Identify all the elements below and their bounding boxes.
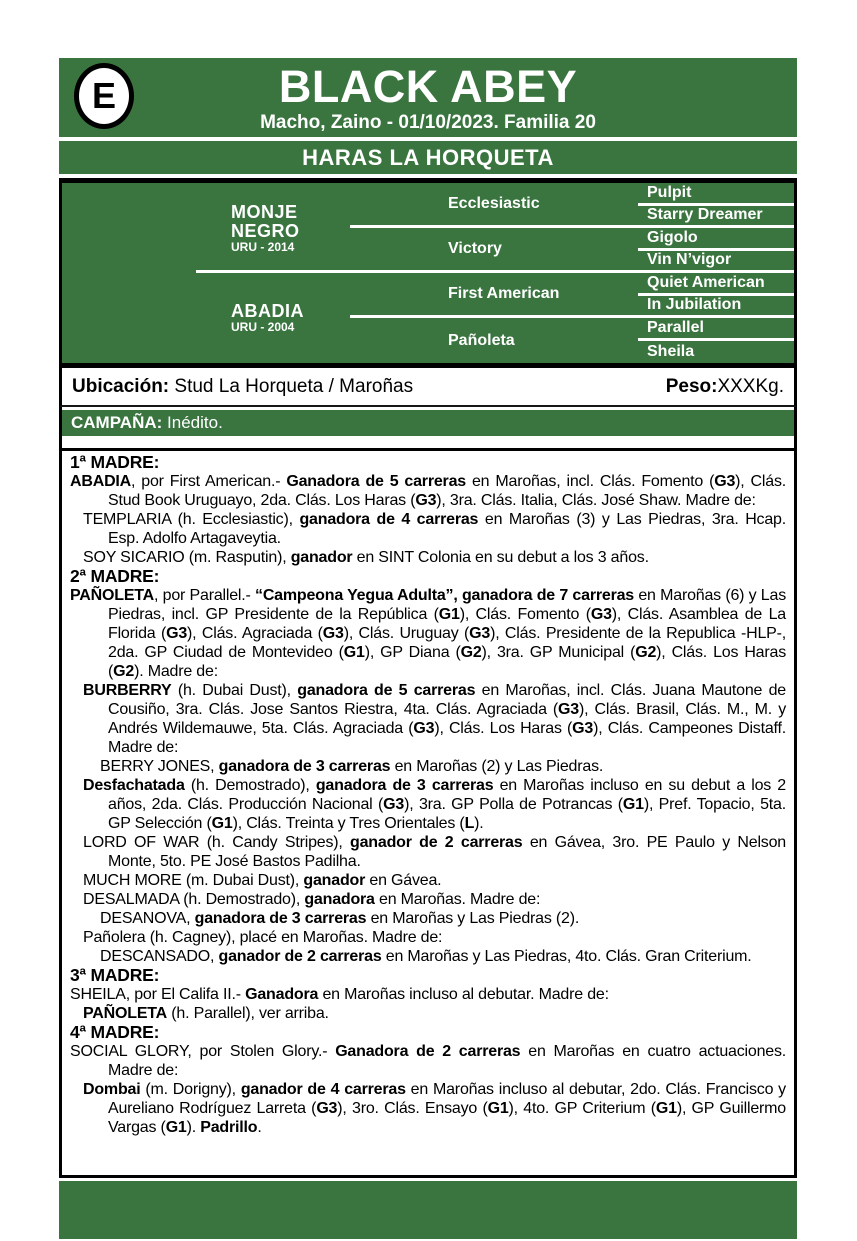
pedigree-gen3-name: In Jubilation <box>638 296 794 319</box>
madre-heading: 4ª MADRE: <box>70 1022 160 1042</box>
pedigree-gen3-name: Quiet American <box>638 273 794 296</box>
pedigree-table <box>59 178 797 368</box>
haras-banner: HARAS LA HORQUETA <box>59 141 797 174</box>
entry-letter-badge <box>74 63 134 129</box>
footer-bar <box>59 1181 797 1239</box>
family-paragraph: DESCANSADO, ganador de 2 carreras en Maroñas y Las Piedras, 4to. Clás. Gran Criterium. <box>100 948 752 965</box>
pedigree-gen1-origin: URU - 2004 <box>231 320 295 334</box>
family-paragraph: DESALMADA (h. Demostrado), ganadora en Maroñas. Madre de: <box>83 891 541 908</box>
family-paragraph: SOCIAL GLORY, por Stolen Glory.- Ganadora de 2 carreras en Maroñas en cuatro actuaciones. Madre de: <box>70 1043 787 1079</box>
madre-heading: 1ª MADRE: <box>70 452 160 472</box>
family-paragraph: Desfachatada (h. Demostrado), ganadora de 3 carreras en Maroñas incluso en su debut a los 2 años, 2da. Clás. Producción Nacional (G3), 3ra. GP Polla de Potrancas (G1), Pref. Topacio, 5ta. GP Selección (G1), Clás. Treinta y Tres Orientales (L). <box>83 777 786 832</box>
family-sections <box>59 448 797 1178</box>
pedigree-gen3-name: Pulpit <box>638 183 794 206</box>
header <box>59 58 797 137</box>
pedigree-gen3-name: Starry Dreamer <box>638 206 794 229</box>
pedigree-gen1-name: ABADIA <box>231 301 304 321</box>
pedigree-gen2-name: First American <box>350 273 638 318</box>
family-paragraph: BERRY JONES, ganadora de 3 carreras en Maroñas (2) y Las Piedras. <box>100 758 604 775</box>
location-row <box>59 368 797 407</box>
pedigree-gen2-name: Ecclesiastic <box>350 183 638 228</box>
horse-name: BLACK ABEY <box>278 61 578 112</box>
family-paragraph: MUCH MORE (m. Dubai Dust), ganador en Gávea. <box>83 872 442 889</box>
pedigree-gen1-origin: URU - 2014 <box>231 239 295 254</box>
pedigree-gen3-name: Sheila <box>647 342 695 360</box>
pedigree-gen1-name: MONJE NEGRO <box>231 201 300 241</box>
location <box>72 376 413 398</box>
separator <box>59 436 797 448</box>
family-paragraph: DESANOVA, ganadora de 3 carreras en Maroñas y Las Piedras (2). <box>100 910 580 927</box>
pedigree-gen3-name: Vin N’vigor <box>638 251 794 274</box>
weight <box>666 376 784 398</box>
campaign-value: Inédito. <box>167 413 223 432</box>
pedigree-gen2-name: Pañoleta <box>448 331 515 349</box>
madre-heading: 3ª MADRE: <box>70 965 160 985</box>
pedigree-dam <box>62 273 350 363</box>
family-paragraph: Pañolera (h. Cagney), placé en Maroñas. Madre de: <box>83 929 443 946</box>
horse-details: Macho, Zaino - 01/10/2023. Familia 20 <box>260 112 596 133</box>
location-value: Stud La Horqueta / Maroñas <box>174 375 414 397</box>
family-paragraph: BURBERRY (h. Dubai Dust), ganadora de 5 carreras en Maroñas, incl. Clás. Juana Mautone de Cousiño, 3ra. Clás. Jose Santos Riestra, 4ta. Clás. Agraciada (G3), Clás. Brasil, Clás. M., M. y Andrés Wildemauwe, 5ta. Clás. Agraciada (G3), Clás. Los Haras (G3), Clás. Campeones Distaff. Madre de: <box>83 682 786 756</box>
family-paragraph: PAÑOLETA (h. Parallel), ver arriba. <box>83 1005 329 1022</box>
campaign-section <box>59 407 797 436</box>
campaign-band <box>62 410 794 436</box>
pedigree-gen3-name: Gigolo <box>638 228 794 251</box>
family-paragraph: TEMPLARIA (h. Ecclesiastic), ganadora de 4 carreras en Maroñas (3) y Las Piedras, 3ra. Hcap. Esp. Adolfo Artagaveytia. <box>83 511 786 547</box>
weight-label: Peso: <box>665 375 718 397</box>
pedigree-gen2-name: Victory <box>350 228 638 273</box>
campaign-label: CAMPAÑA: <box>71 413 163 432</box>
family-paragraph: SOY SICARIO (m. Rasputin), ganador en SINT Colonia en su debut a los 3 años. <box>83 549 649 566</box>
family-paragraph: SHEILA, por El Califa II.- Ganadora en Maroñas incluso al debutar. Madre de: <box>70 986 609 1003</box>
madre-heading: 2ª MADRE: <box>70 566 160 586</box>
location-label: Ubicación: <box>72 375 170 397</box>
pedigree-sire <box>62 183 350 273</box>
family-paragraph: LORD OF WAR (h. Candy Stripes), ganador de 2 carreras en Gávea, 3ro. PE Paulo y Nelson Monte, 5to. PE José Bastos Padilha. <box>83 834 787 870</box>
family-paragraph: Dombai (m. Dorigny), ganador de 4 carreras en Maroñas incluso al debutar, 2do. Clás. Francisco y Aureliano Rodríguez Larreta (G3), 3ro. Clás. Ensayo (G1), 4to. GP Criterium (G1), GP Guillermo Vargas (G1). Padrillo. <box>83 1081 786 1136</box>
weight-value: XXXKg. <box>717 375 784 397</box>
family-paragraph: PAÑOLETA, por Parallel.- “Campeona Yegua Adulta”, ganadora de 7 carreras en Maroñas (6) y Las Piedras, incl. GP Presidente de la República (G1), Clás. Fomento (G3), Clás. Asamblea de La Florida (G3), Clás. Agraciada (G3), Clás. Uruguay (G3), Clás. Presidente de la Republica -HLP-, 2da. GP Ciudad de Montevideo (G1), GP Diana (G2), 3ra. GP Municipal (G2), Clás. Los Haras (G2). Madre de: <box>70 587 786 680</box>
pedigree-gen3-name: Parallel <box>638 318 794 341</box>
entry-letter: E <box>91 75 116 116</box>
family-paragraph: ABADIA, por First American.- Ganadora de 5 carreras en Maroñas, incl. Clás. Fomento (G3), Clás. Stud Book Uruguayo, 2da. Clás. Los Haras (G3), 3ra. Clás. Italia, Clás. José Shaw. Madre de: <box>70 473 786 509</box>
